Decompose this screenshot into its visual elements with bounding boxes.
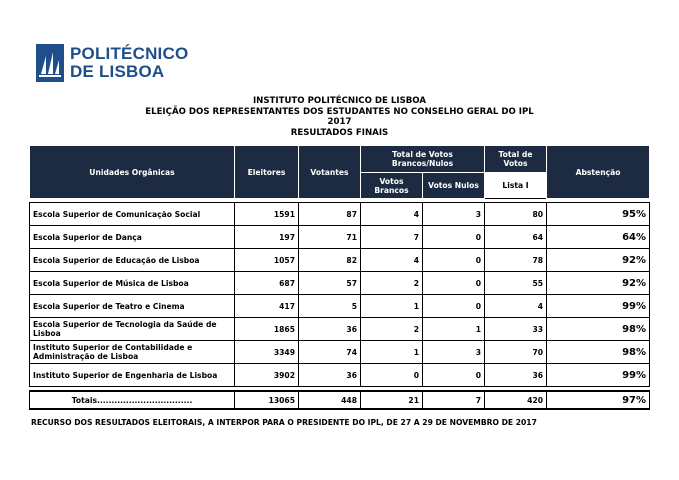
- results-table: [29, 145, 650, 410]
- row-abstencao: 92%: [547, 249, 650, 272]
- row-abstencao: 99%: [547, 364, 650, 387]
- row-nulos: 3: [423, 203, 485, 226]
- row-brancos: 2: [361, 272, 423, 295]
- table-row: [30, 272, 650, 295]
- row-brancos: 2: [361, 318, 423, 341]
- totals-lista: 420: [485, 391, 547, 409]
- row-eleitores: 197: [235, 226, 299, 249]
- row-lista: 70: [485, 341, 547, 364]
- row-lista: 64: [485, 226, 547, 249]
- header-unidades: Unidades Orgânicas: [30, 146, 235, 199]
- header-lista: Lista I: [485, 173, 547, 199]
- row-abstencao: 92%: [547, 272, 650, 295]
- row-name: Escola Superior de Teatro e Cinema: [30, 295, 235, 318]
- totals-label: Totais.................................: [30, 391, 235, 409]
- row-votantes: 82: [299, 249, 361, 272]
- row-eleitores: 3902: [235, 364, 299, 387]
- row-brancos: 1: [361, 341, 423, 364]
- header-total-votos: Total de Votos: [485, 146, 547, 173]
- logo-text: [70, 45, 188, 81]
- row-nulos: 3: [423, 341, 485, 364]
- header-votantes: Votantes: [299, 146, 361, 199]
- table-row: [30, 364, 650, 387]
- row-eleitores: 687: [235, 272, 299, 295]
- table-row: [30, 341, 650, 364]
- title-line2: ELEIÇÃO DOS REPRESENTANTES DOS ESTUDANTES NO CONSELHO GERAL DO IPL: [145, 106, 534, 117]
- title-line1: INSTITUTO POLITÉCNICO DE LISBOA: [252, 96, 427, 106]
- appeal-note: RECURSO DOS RESULTADOS ELEITORAIS, A INTERPOR PARA O PRESIDENTE DO IPL, DE 27 A 29 DE NOVEMBRO DE 2017: [31, 418, 537, 427]
- row-votantes: 36: [299, 364, 361, 387]
- row-nulos: 0: [423, 272, 485, 295]
- header-votos-brancos: Votos Brancos: [361, 173, 423, 199]
- row-votantes: 87: [299, 203, 361, 226]
- row-abstencao: 98%: [547, 341, 650, 364]
- document-title: [0, 96, 679, 138]
- table-row: [30, 249, 650, 272]
- row-name: Escola Superior de Educação de Lisboa: [30, 249, 235, 272]
- row-votantes: 36: [299, 318, 361, 341]
- totals-row: [30, 391, 650, 409]
- header-eleitores: Eleitores: [235, 146, 299, 199]
- row-eleitores: 1591: [235, 203, 299, 226]
- row-lista: 36: [485, 364, 547, 387]
- row-lista: 78: [485, 249, 547, 272]
- row-eleitores: 1865: [235, 318, 299, 341]
- table-row: [30, 203, 650, 226]
- row-eleitores: 1057: [235, 249, 299, 272]
- row-eleitores: 417: [235, 295, 299, 318]
- header-votos-nulos: Votos Nulos: [423, 173, 485, 199]
- row-brancos: 4: [361, 203, 423, 226]
- row-lista: 55: [485, 272, 547, 295]
- totals-eleitores: 13065: [235, 391, 299, 409]
- row-name: Escola Superior de Comunicação Social: [30, 203, 235, 226]
- ipl-logo: [36, 44, 188, 82]
- table-row: [30, 295, 650, 318]
- row-abstencao: 99%: [547, 295, 650, 318]
- row-abstencao: 95%: [547, 203, 650, 226]
- header-brancos-nulos: Total de Votos Brancos/Nulos: [361, 146, 485, 173]
- totals-votantes: 448: [299, 391, 361, 409]
- row-nulos: 0: [423, 249, 485, 272]
- row-name: Escola Superior de Dança: [30, 226, 235, 249]
- row-name: Escola Superior de Tecnologia da Saúde de Lisboa: [30, 318, 235, 341]
- row-eleitores: 3349: [235, 341, 299, 364]
- row-nulos: 1: [423, 318, 485, 341]
- row-name: Instituto Superior de Contabilidade e Administração de Lisboa: [30, 341, 235, 364]
- row-abstencao: 64%: [547, 226, 650, 249]
- header-abstencao: Abstenção: [547, 146, 650, 199]
- row-votantes: 57: [299, 272, 361, 295]
- sailboat-logo-icon: [36, 44, 64, 82]
- totals-brancos: 21: [361, 391, 423, 409]
- logo-line1: POLITÉCNICO: [70, 44, 189, 63]
- table-row: [30, 226, 650, 249]
- row-nulos: 0: [423, 226, 485, 249]
- row-votantes: 74: [299, 341, 361, 364]
- table-row: [30, 318, 650, 341]
- row-nulos: 0: [423, 364, 485, 387]
- row-lista: 33: [485, 318, 547, 341]
- row-name: Escola Superior de Música de Lisboa: [30, 272, 235, 295]
- logo-line2: DE LISBOA: [70, 62, 165, 81]
- row-lista: 4: [485, 295, 547, 318]
- row-brancos: 1: [361, 295, 423, 318]
- totals-abstencao: 97%: [547, 391, 650, 409]
- row-brancos: 7: [361, 226, 423, 249]
- totals-nulos: 7: [423, 391, 485, 409]
- row-name: Instituto Superior de Engenharia de Lisboa: [30, 364, 235, 387]
- row-brancos: 0: [361, 364, 423, 387]
- row-abstencao: 98%: [547, 318, 650, 341]
- row-votantes: 5: [299, 295, 361, 318]
- row-lista: 80: [485, 203, 547, 226]
- title-line3: 2017: [327, 117, 352, 128]
- title-line4: RESULTADOS FINAIS: [290, 127, 389, 138]
- row-brancos: 4: [361, 249, 423, 272]
- row-votantes: 71: [299, 226, 361, 249]
- row-nulos: 0: [423, 295, 485, 318]
